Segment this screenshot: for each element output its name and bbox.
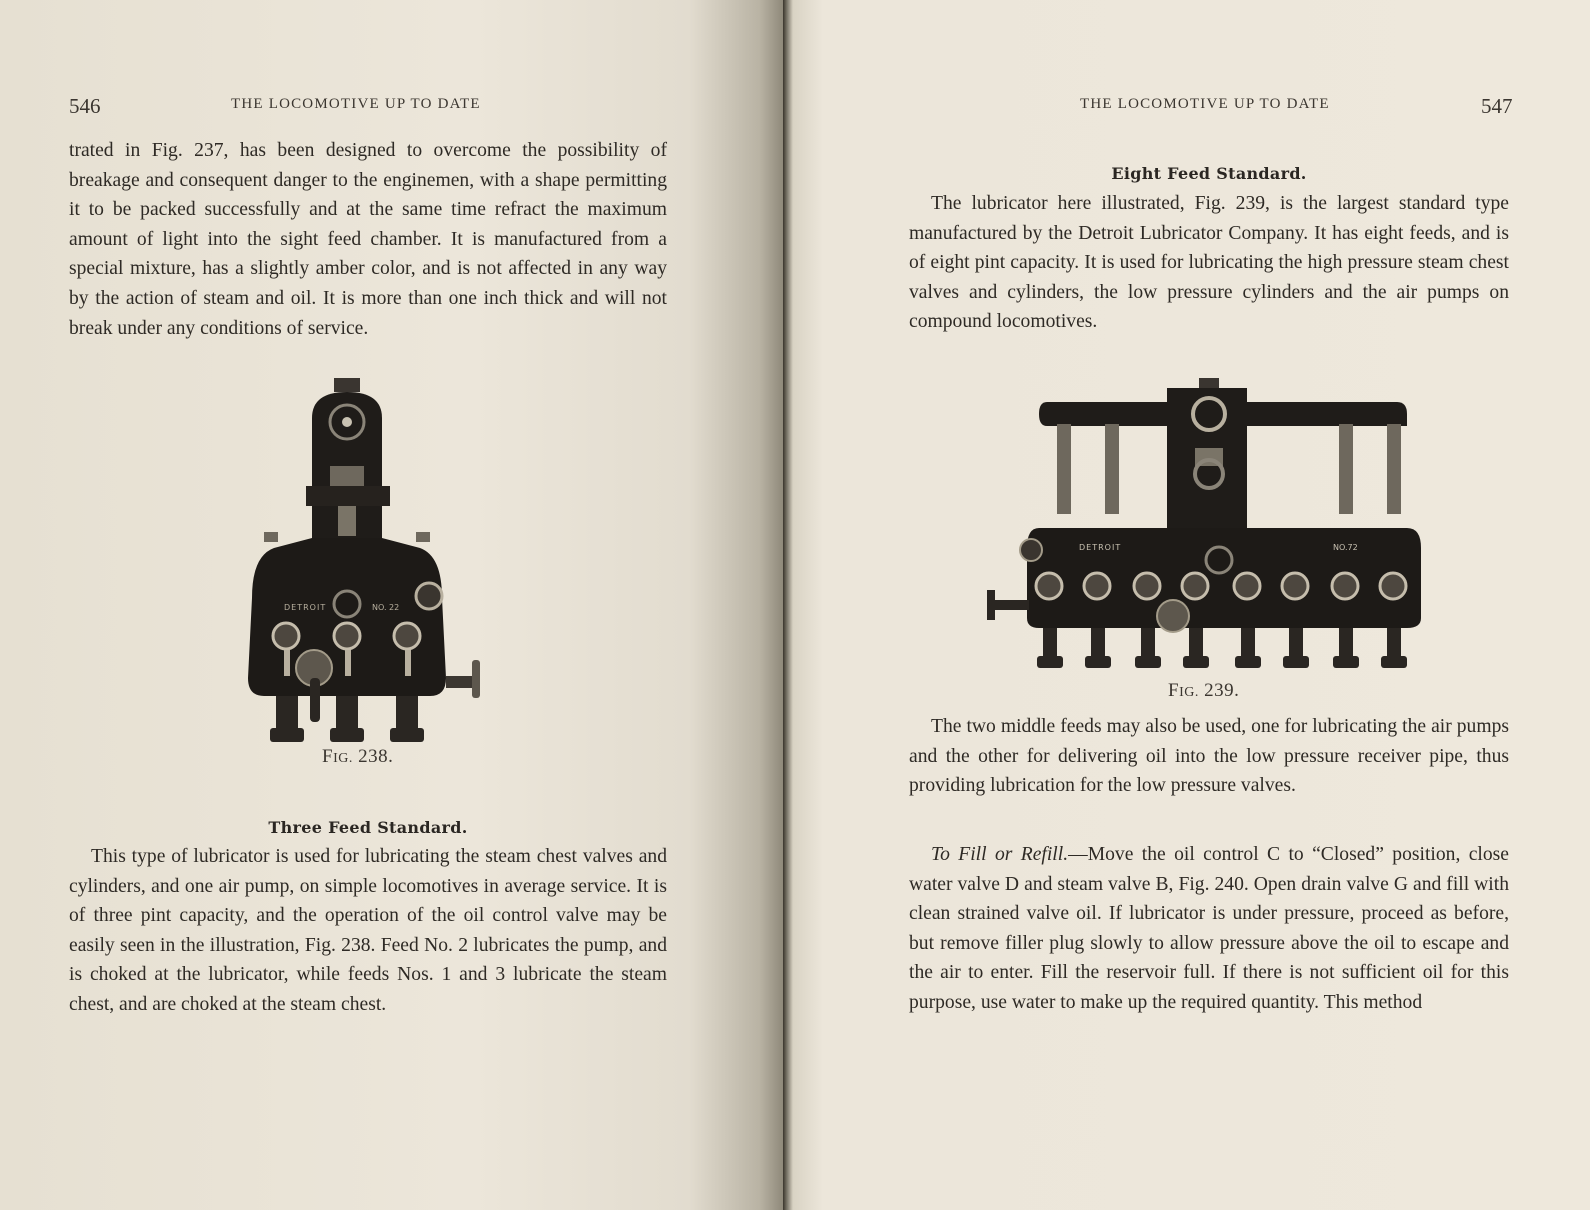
figure-caption-238: FIG. 238. (322, 746, 394, 767)
svg-text:NO.72: NO.72 (1333, 543, 1358, 552)
section-heading-three-feed: Three Feed Standard. (268, 818, 468, 837)
running-head-left: THE LOCOMOTIVE UP TO DATE (231, 96, 481, 112)
running-head-right: THE LOCOMOTIVE UP TO DATE (1080, 96, 1330, 112)
section-heading-eight-feed: Eight Feed Standard. (1111, 164, 1307, 183)
figure-caption-239: FIG. 239. (1168, 680, 1240, 701)
svg-text:DETROIT: DETROIT (1079, 543, 1122, 552)
intro-paragraph: trated in Fig. 237, has been designed to overcome the possibility of breakage and consequent danger to the enginemen, with a shape permitting it to be packed successfully and at the same time refract the maximum amount of light into the sight feed chamber. It is manufactured from a special mixture, has a slightly amber color, and is not affected in any way by the action of steam and oil. It is more than one inch thick and will not break under any conditions of service. (69, 140, 667, 339)
three-feed-paragraph: This type of lubricator is used for lubricating the steam chest valves and cylinders, and one air pump, on simple locomotives in average service. It is of three pint capacity, and the operation of the oil control valve may be easily seen in the illustration, Fig. 238. Feed No. 2 lubricates the pump, and is choked at the lubricator, while feeds Nos. 1 and 3 lubricate the steam chest, and are choked at the steam chest. (69, 846, 667, 1015)
fill-refill-lead: To Fill or Refill. (931, 844, 1069, 865)
page-number-right: 547 (1481, 94, 1513, 118)
eight-feed-lubricator-figure (987, 378, 1427, 678)
middle-feeds-paragraph: The two middle feeds may also be used, one for lubricating the air pumps and the other for delivering oil into the low pressure receiver pipe, thus providing lubrication for the low pressure valves. (909, 716, 1509, 797)
right-page (783, 0, 1590, 1210)
eight-feed-paragraph: The lubricator here illustrated, Fig. 239, is the largest standard type manufactured by the Detroit Lubricator Company. It has eight feeds, and is of eight pint capacity. It is used for lubricating the high pressure steam chest valves and cylinders, the low pressure cylinders and the air pumps on compound locomotives. (909, 193, 1509, 333)
fill-refill-paragraph: To Fill or Refill.—Move the oil control C to “Closed” position, close water valve D and steam valve B, Fig. 240. Open drain valve G and fill with clean strained valve oil. If lubricator is under pressure, proceed as before, but remove filler plug slowly to allow pressure above the oil to escape and the air to enter. Fill the reservoir full. If there is not sufficient oil for this purpose, use water to make up the required quantity. This method (909, 844, 1509, 1013)
svg-text:DETROIT: DETROIT (284, 603, 327, 612)
left-page (0, 0, 783, 1210)
svg-text:NO. 22: NO. 22 (372, 603, 400, 612)
three-feed-lubricator-figure (244, 378, 494, 756)
page-number-left: 546 (69, 94, 101, 118)
